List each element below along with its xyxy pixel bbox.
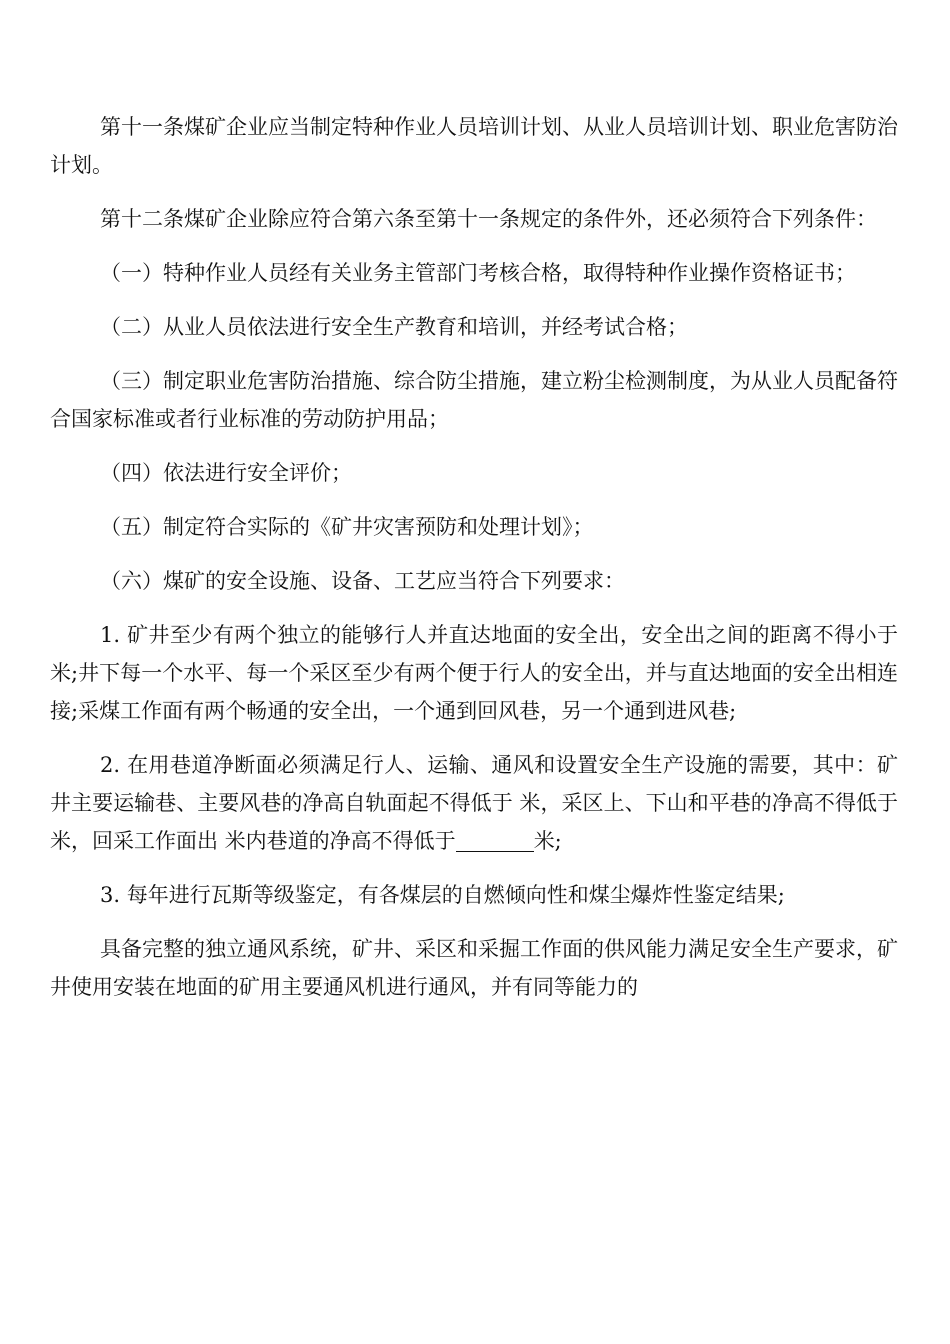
requirement-1: 1. 矿井至少有两个独立的能够行人并直达地面的安全出，安全出之间的距离不得小于 米;井下每一个水平、每一个采区至少有两个便于行人的安全出，并与直达地面的安全出相连接;采煤工作面有两个畅通的安全出，一个通到回风巷，另一个通到进风巷;	[50, 623, 898, 723]
item-4: （四）依法进行安全评价；	[100, 461, 352, 485]
item-3: （三）制定职业危害防治措施、综合防尘措施，建立粉尘检测制度，为从业人员配备符合国家标准或者行业标准的劳动防护用品；	[50, 369, 898, 431]
item-1: （一）特种作业人员经有关业务主管部门考核合格，取得特种作业操作资格证书；	[100, 261, 856, 285]
article-11: 第十一条煤矿企业应当制定特种作业人员培训计划、从业人员培训计划、职业危害防治计划。	[50, 115, 898, 177]
item-5: （五）制定符合实际的《矿井灾害预防和处理计划》；	[100, 515, 594, 539]
requirement-2-unit: 米;	[533, 829, 562, 853]
article-12: 第十二条煤矿企业除应符合第六条至第十一条规定的条件外，还必须符合下列条件：	[100, 207, 877, 231]
requirement-2-text: 2. 在用巷道净断面必须满足行人、运输、通风和设置安全生产设施的需要，其中：矿井主要运输巷、主要风巷的净高自轨面起不得低于 米，采区上、下山和平巷的净高不得低于 米，回采工作面出 米内巷道的净高不得低于	[50, 753, 898, 853]
item-2: （二）从业人员依法进行安全生产教育和培训，并经考试合格；	[100, 315, 688, 339]
requirement-2	[50, 746, 898, 860]
ventilation-paragraph: 具备完整的独立通风系统，矿井、采区和采掘工作面的供风能力满足安全生产要求，矿井使用安装在地面的矿用主要通风机进行通风，并有同等能力的	[50, 937, 898, 999]
item-6: （六）煤矿的安全设施、设备、工艺应当符合下列要求：	[100, 569, 625, 593]
fill-in-blank	[456, 827, 534, 852]
requirement-3: 3. 每年进行瓦斯等级鉴定，有各煤层的自燃倾向性和煤尘爆炸性鉴定结果;	[100, 883, 785, 907]
